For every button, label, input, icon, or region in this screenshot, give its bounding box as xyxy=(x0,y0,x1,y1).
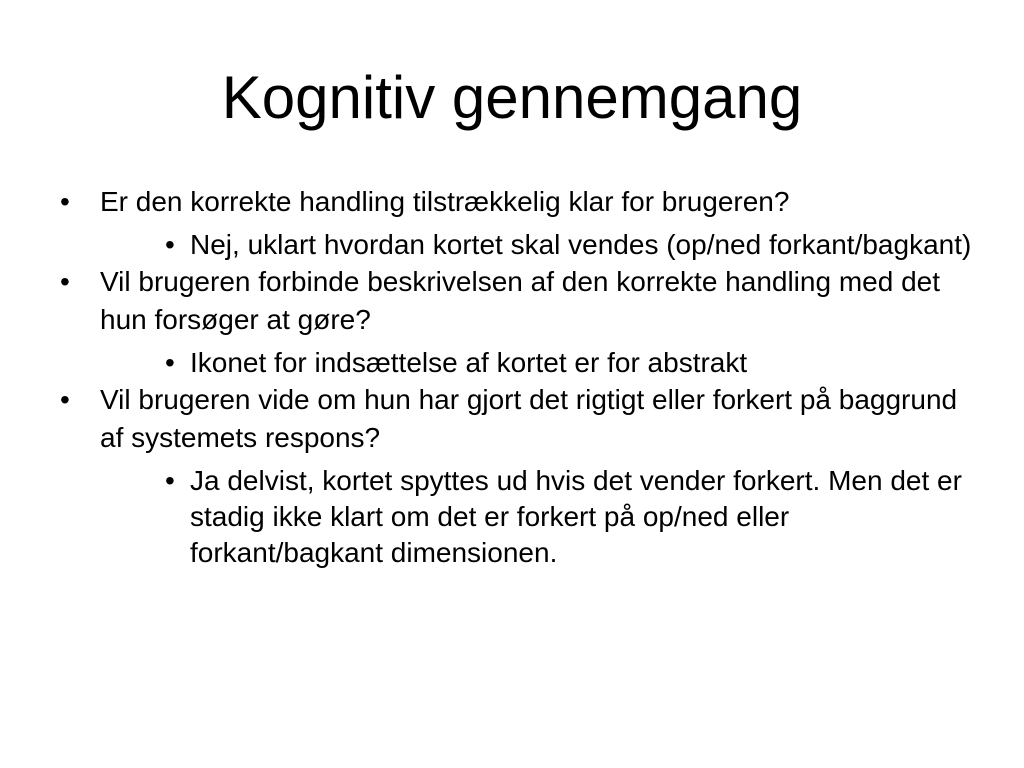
sub-bullet-text: Nej, uklart hvordan kortet skal vendes (op/ned forkant/bagkant) xyxy=(190,229,972,260)
bullet-text: Vil brugeren vide om hun har gjort det rigtigt eller forkert på baggrund af systemets respons? xyxy=(100,384,958,453)
bullet-marker: • xyxy=(165,347,175,378)
bullet-list xyxy=(0,183,1024,571)
bullet-marker: • xyxy=(60,186,70,217)
sub-bullet-item xyxy=(0,463,1024,571)
bullet-marker: • xyxy=(60,266,70,297)
bullet-marker: • xyxy=(60,384,70,415)
bullet-item xyxy=(0,381,1024,457)
bullet-text: Er den korrekte handling tilstrækkelig klar for brugeren? xyxy=(100,186,790,217)
sub-bullet-text: Ja delvist, kortet spyttes ud hvis det vender forkert. Men det er stadig ikke klart om det er forkert på op/ned eller forkant/bagkant dimensionen. xyxy=(190,465,962,568)
bullet-item xyxy=(0,183,1024,221)
bullet-marker: • xyxy=(165,465,175,496)
slide-title: Kognitiv gennemgang xyxy=(221,64,803,131)
sub-bullet-text: Ikonet for indsættelse af kortet er for abstrakt xyxy=(190,347,748,378)
bullet-text: Vil brugeren forbinde beskrivelsen af den korrekte handling med det hun forsøger at gøre? xyxy=(100,266,940,335)
sub-bullet-item xyxy=(0,345,1024,381)
bullet-marker: • xyxy=(165,229,175,260)
bullet-item xyxy=(0,263,1024,339)
sub-bullet-item xyxy=(0,227,1024,263)
